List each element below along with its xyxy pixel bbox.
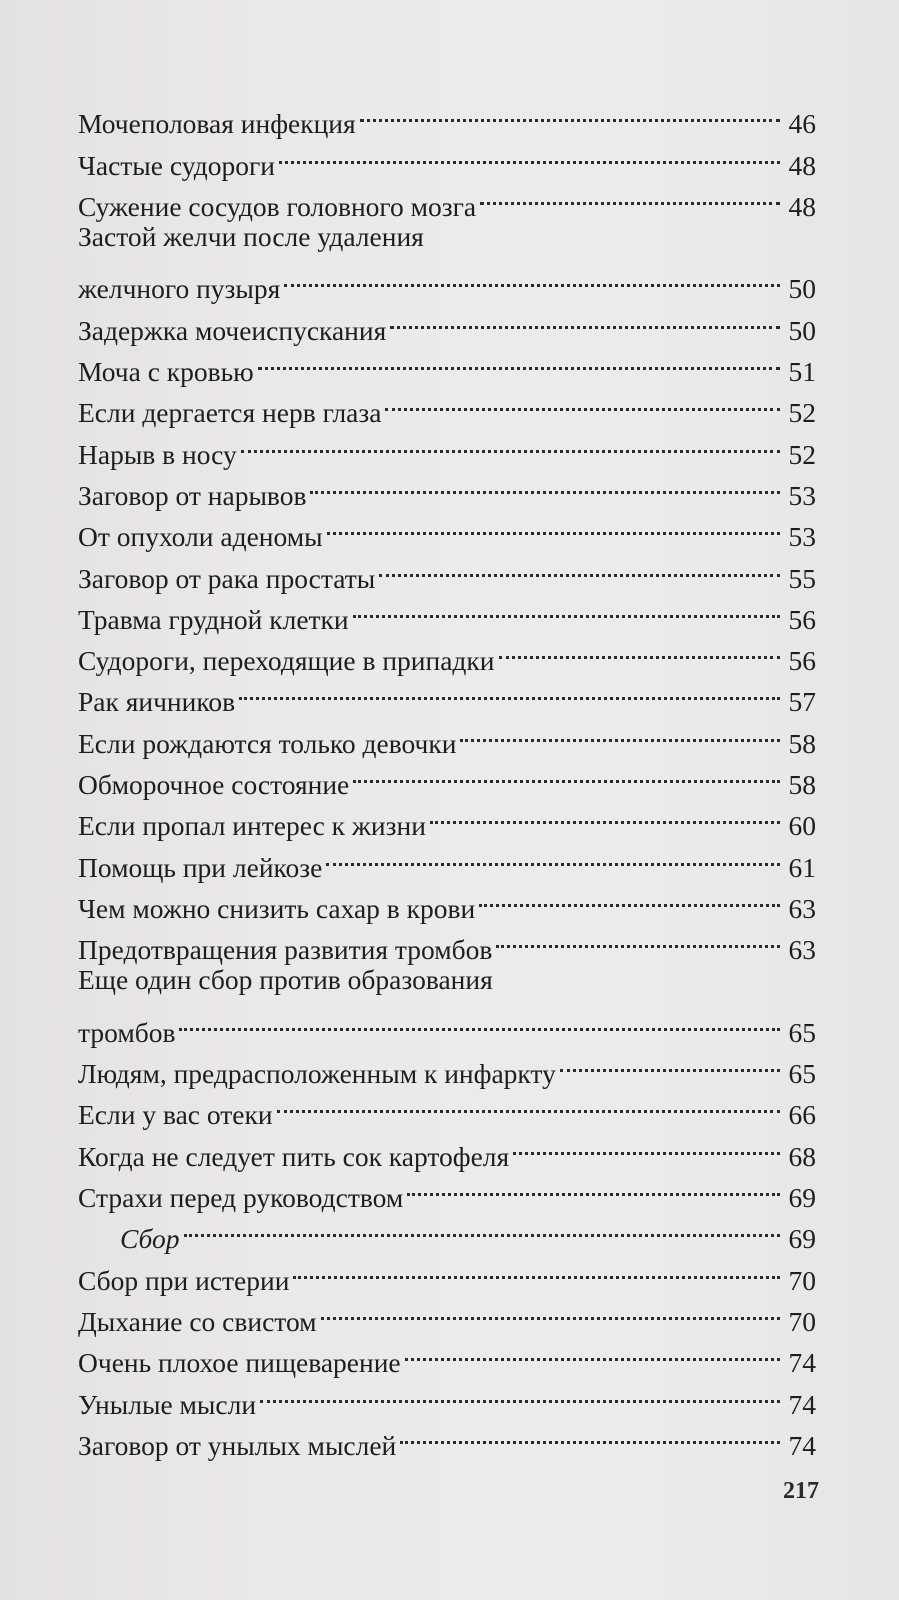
dot-leader [479, 877, 780, 918]
toc-entry-title: Страхи перед руководством [78, 1182, 404, 1214]
toc-entry-title-line1: Еще один сбор против образования [78, 964, 493, 996]
toc-entry-title: тромбов [78, 1016, 176, 1048]
toc-entry-page: 65 [788, 1016, 816, 1048]
dot-leader [284, 257, 780, 298]
dot-leader [321, 1290, 780, 1331]
toc-entry-title: Рак яичников [78, 686, 236, 718]
toc-entry-page: 74 [788, 1347, 816, 1379]
toc-entry-title: Если рождаются только девочки [78, 727, 457, 759]
dot-leader [430, 794, 780, 835]
toc-entry-page: 70 [788, 1305, 816, 1337]
toc-entry [78, 959, 816, 1048]
dot-leader [184, 1207, 781, 1248]
toc-entry-title: Сбор [120, 1223, 180, 1255]
dot-leader [407, 1166, 780, 1207]
dot-leader [179, 1001, 780, 1042]
toc-entry [78, 1042, 816, 1090]
toc-entry-page: 69 [788, 1223, 816, 1255]
page-number: 217 [783, 1478, 819, 1504]
toc-entry-page: 52 [788, 397, 816, 429]
toc-entry-page: 46 [788, 108, 816, 140]
dot-leader [326, 835, 780, 876]
toc-entry-title: Задержка мочеиспускания [78, 314, 387, 346]
toc-entry-page: 60 [788, 810, 816, 842]
toc-entry-title: Если у вас отеки [78, 1099, 273, 1131]
toc-entry-title-line1: Застой желчи после удаления [78, 220, 424, 252]
toc-entry-page: 63 [788, 934, 816, 966]
toc-entry-page: 52 [788, 438, 816, 470]
toc-entry-title: Обморочное состояние [78, 769, 350, 801]
toc-entry-page: 58 [788, 727, 816, 759]
toc-entry-page: 74 [788, 1388, 816, 1420]
toc-entry-title: Моча с кровью [78, 356, 254, 388]
toc-entry-page: 48 [788, 190, 816, 222]
toc-entry-title: Заговор от нарывов [78, 479, 307, 511]
dot-leader [260, 1372, 780, 1413]
toc-entry-page: 61 [788, 851, 816, 883]
toc-entry-title: Предотвращения развития тромбов [78, 934, 493, 966]
toc-entry-title: От опухоли аденомы [78, 521, 323, 553]
toc-entry-page: 50 [788, 273, 816, 305]
dot-leader [241, 422, 780, 463]
toc-entry-page: 53 [788, 479, 816, 511]
toc-entry-title: Дыхание со свистом [78, 1305, 317, 1337]
table-of-contents [78, 92, 816, 1461]
dot-leader [360, 92, 780, 133]
toc-entry [78, 92, 816, 140]
toc-entry-title: Очень плохое пищеварение [78, 1347, 401, 1379]
toc-entry-page: 63 [788, 892, 816, 924]
toc-entry-title: желчного пузыря [78, 273, 281, 305]
toc-entry-title: Чем можно снизить сахар в крови [78, 892, 476, 924]
toc-entry-title: Если дергается нерв глаза [78, 397, 382, 429]
dot-leader [277, 1083, 780, 1124]
toc-entry-title: Судороги, переходящие в припадки [78, 645, 495, 677]
toc-entry-title: Людям, предрасположенным к инфаркту [78, 1058, 556, 1090]
toc-entry-page: 57 [788, 686, 816, 718]
toc-entry-page: 65 [788, 1058, 816, 1090]
dot-leader [385, 381, 780, 422]
dot-leader [327, 505, 780, 546]
dot-leader [460, 711, 780, 752]
dot-leader [400, 1414, 780, 1455]
toc-entry-title: Если пропал интерес к жизни [78, 810, 426, 842]
toc-entry [78, 216, 816, 305]
toc-entry-title: Унылые мысли [78, 1388, 257, 1420]
dot-leader [293, 1248, 780, 1289]
dot-leader [560, 1042, 780, 1083]
toc-entry-title: Сужение сосудов головного мозга [78, 190, 477, 222]
dot-leader [480, 175, 780, 216]
dot-leader [353, 588, 780, 629]
dot-leader [405, 1331, 780, 1372]
toc-entry-title: Сбор при истерии [78, 1264, 290, 1296]
toc-entry-page: 58 [788, 769, 816, 801]
toc-entry-title: Заговор от унылых мыслей [78, 1429, 397, 1461]
dot-leader [513, 1124, 780, 1165]
toc-entry-sub [78, 1207, 816, 1255]
dot-leader [279, 133, 780, 174]
dot-leader [390, 298, 780, 339]
dot-leader [353, 753, 780, 794]
dot-leader [310, 464, 780, 505]
toc-entry-page: 56 [788, 645, 816, 677]
toc-entry-page: 66 [788, 1099, 816, 1131]
toc-entry-page: 53 [788, 521, 816, 553]
toc-entry-page: 55 [788, 562, 816, 594]
toc-entry-page: 48 [788, 149, 816, 181]
toc-entry-page: 74 [788, 1429, 816, 1461]
toc-entry-page: 69 [788, 1182, 816, 1214]
toc-entry [78, 1248, 816, 1296]
dot-leader [499, 629, 781, 670]
toc-entry-title: Травма грудной клетки [78, 603, 349, 635]
toc-entry-page: 51 [788, 356, 816, 388]
toc-entry-page: 56 [788, 603, 816, 635]
toc-entry-title: Помощь при лейкозе [78, 851, 323, 883]
dot-leader [496, 918, 780, 959]
dot-leader [379, 546, 780, 587]
toc-entry-page: 68 [788, 1140, 816, 1172]
toc-entry-title: Мочеполовая инфекция [78, 108, 356, 140]
toc-entry-title: Частые судороги [78, 149, 275, 181]
toc-entry-title: Когда не следует пить сок картофеля [78, 1140, 510, 1172]
dot-leader [258, 340, 780, 381]
toc-entry-title: Заговор от рака простаты [78, 562, 376, 594]
dot-leader [239, 670, 780, 711]
toc-entry-title: Нарыв в носу [78, 438, 237, 470]
toc-entry-page: 50 [788, 314, 816, 346]
toc-entry-page: 70 [788, 1264, 816, 1296]
